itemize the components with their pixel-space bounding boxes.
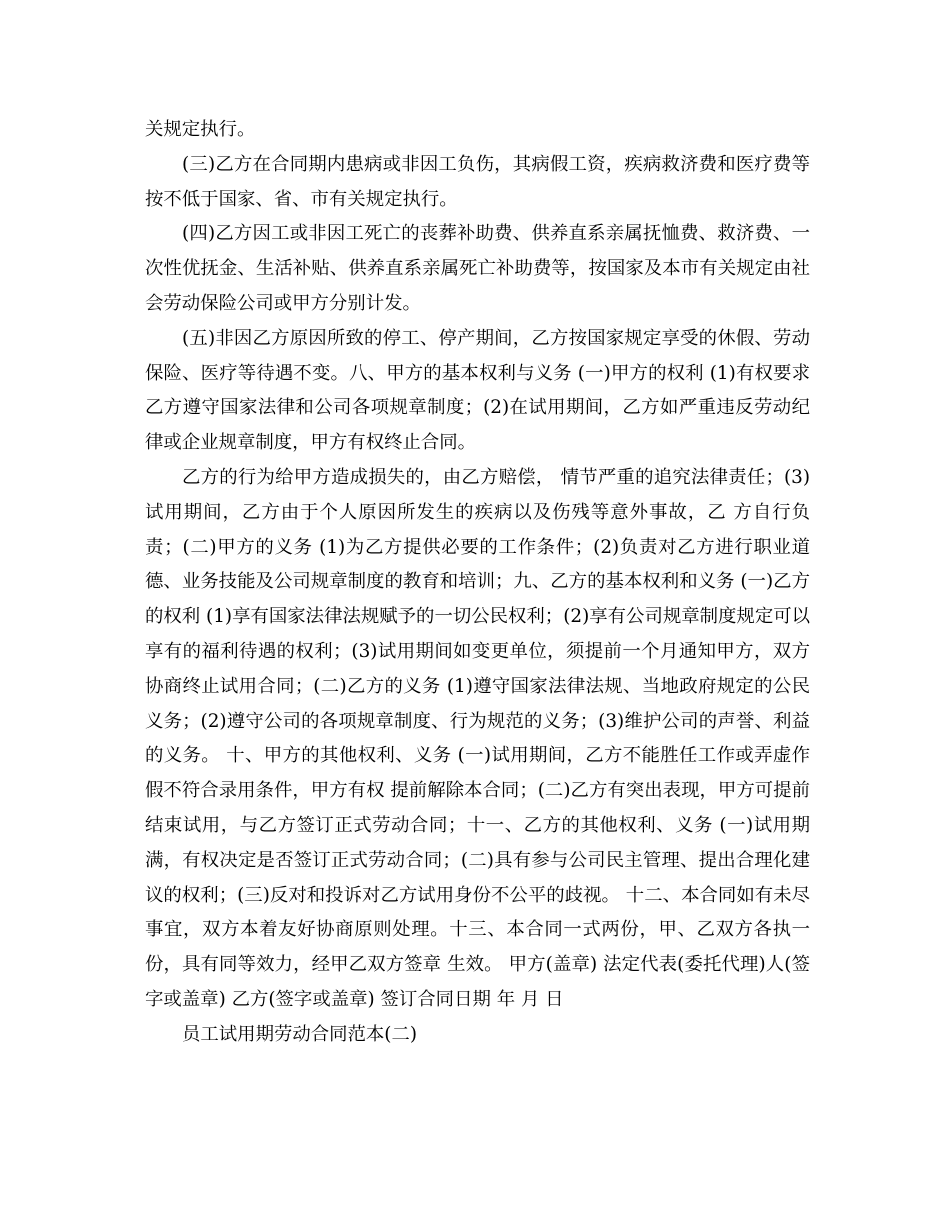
paragraph-rights-and-obligations: 乙方的行为给甲方造成损失的，由乙方赔偿， 情节严重的追究法律责任；(3)试用期间，乙方由于个人原因所发生的疾病以及伤残等意外事故，乙 方自行负责；(二)甲方的义务 (1)为乙方提供必要的工作条件；(2)负责对乙方进行职业道德、业务技能及公司规章制度的教育和培训；九、乙方的基本权利和义务 (一)乙方的权利 (1)享有国家法律法规赋予的一切公民权利；(2)享有公司规章制度规定可以享有的福利待遇的权利；(3)试用期间如变更单位，须提前一个月通知甲方，双方协商终止试用合同；(二)乙方的义务 (1)遵守国家法律法规、当地政府规定的公民义务；(2)遵守公司的各项规章制度、行为规范的义务；(3)维护公司的声誉、利益的义务。 十、甲方的其他权利、义务 (一)试用期间，乙方不能胜任工作或弄虚作假不符合录用条件，甲方有权 提前解除本合同；(二)乙方有突出表现，甲方可提前结束试用，与乙方签订正式劳动合同；十一、乙方的其他权利、义务 (一)试用期满，有权决定是否签订正式劳动合同；(二)具有参与公司民主管理、提出合理化建议的权利；(三)反对和投诉对乙方试用身份不公平的歧视。 十二、本合同如有未尽事宜，双方本着友好协商原则处理。十三、本合同一式两份，甲、乙双方各执一份，具有同等效力，经甲乙双方签章 生效。 甲方(盖章) 法定代表(委托代理)人(签字或盖章) 乙方(签字或盖章) 签订合同日期 年 月 日 [145,466,810,1010]
paragraph-stoppage-and-employer-rights: (五)非因乙方原因所致的停工、停产期间，乙方按国家规定享受的休假、劳动保险、医疗等待遇不变。八、甲方的基本权利与义务 (一)甲方的权利 (1)有权要求乙方遵守国家法律和公司各项规章制度；(2)在试用期间，乙方如严重违反劳动纪律或企业规章制度，甲方有权终止合同。 [145,327,810,454]
paragraph-section-heading: 员工试用期劳动合同范本(二) [182,1023,418,1045]
paragraph-death-benefits: (四)乙方因工或非因工死亡的丧葬补助费、供养直系亲属抚恤费、救济费、一次性优抚金、生活补贴、供养直系亲属死亡补助费等，按国家及本市有关规定由社会劳动保险公司或甲方分别计发。 [145,223,810,314]
paragraph-sick-leave: (三)乙方在合同期内患病或非因工负伤，其病假工资，疾病救济费和医疗费等按不低于国家、省、市有关规定执行。 [145,153,810,210]
document-body [145,113,810,1053]
paragraph-continuation: 关规定执行。 [145,119,256,140]
